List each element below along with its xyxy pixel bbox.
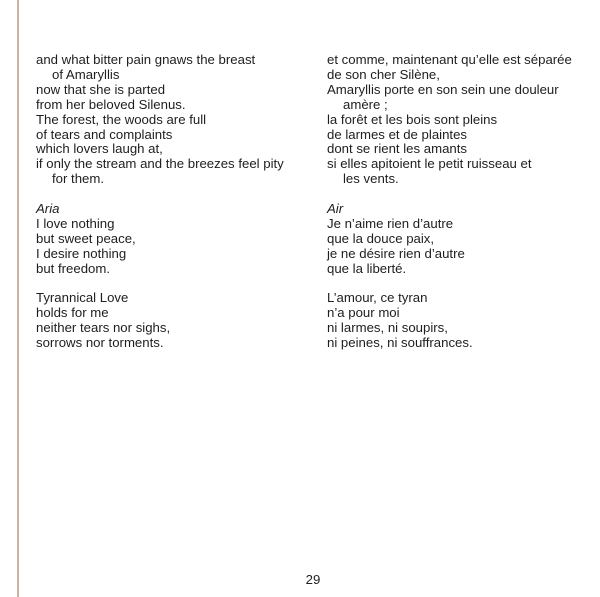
- english-aria-stanza: [36, 202, 306, 277]
- french-stanza-1: [327, 53, 589, 187]
- english-stanza-3: [36, 291, 306, 351]
- text-line: but freedom.: [36, 260, 111, 276]
- stanza-gap: [327, 277, 589, 292]
- english-text-column: [36, 53, 306, 351]
- text-line: I love nothing: [36, 215, 115, 231]
- page-number: 29: [305, 572, 321, 587]
- text-line: of tears and complaints: [36, 126, 173, 142]
- text-line: amère ;: [343, 96, 388, 112]
- text-line: de larmes et de plaintes: [327, 126, 468, 142]
- french-air-stanza: [327, 202, 589, 277]
- text-line: que la douce paix,: [327, 230, 435, 246]
- text-line: of Amaryllis: [52, 66, 120, 82]
- aria-heading: Aria: [36, 201, 60, 217]
- text-line: The forest, the woods are full: [36, 111, 207, 127]
- text-line: sorrows nor torments.: [36, 335, 164, 351]
- text-line: for them.: [52, 171, 105, 187]
- text-line: holds for me: [36, 305, 109, 321]
- text-line: les vents.: [343, 171, 399, 187]
- text-line: neither tears nor sighs,: [36, 320, 171, 336]
- text-line: la forêt et les bois sont pleins: [327, 111, 498, 127]
- text-line: je ne désire rien d’autre: [327, 245, 465, 261]
- stanza-gap: [327, 187, 589, 202]
- text-line: Tyrannical Love: [36, 290, 129, 306]
- text-line: if only the stream and the breezes feel pity: [36, 156, 284, 172]
- stanza-gap: [36, 187, 306, 202]
- text-line: I desire nothing: [36, 245, 127, 261]
- page-fold-edge: [17, 0, 19, 597]
- text-line: L’amour, ce tyran: [327, 290, 428, 306]
- text-line: from her beloved Silenus.: [36, 96, 186, 112]
- text-line: que la liberté.: [327, 260, 407, 276]
- air-heading: Air: [327, 201, 344, 217]
- text-line: de son cher Silène,: [327, 66, 440, 82]
- text-line: et comme, maintenant qu’elle est séparée: [327, 52, 572, 67]
- text-line: si elles apitoient le petit ruisseau et: [327, 156, 532, 172]
- text-line: dont se rient les amants: [327, 141, 468, 157]
- text-line: Amaryllis porte en son sein une douleur: [327, 81, 559, 97]
- text-line: which lovers laugh at,: [36, 141, 163, 157]
- english-stanza-1: [36, 53, 306, 187]
- text-line: ni larmes, ni soupirs,: [327, 320, 448, 336]
- text-line: now that she is parted: [36, 81, 166, 97]
- stanza-gap: [36, 277, 306, 292]
- french-stanza-3: [327, 291, 589, 351]
- text-line: but sweet peace,: [36, 230, 136, 246]
- text-line: n’a pour moi: [327, 305, 400, 321]
- french-text-column: [327, 53, 589, 351]
- text-line: ni peines, ni souffrances.: [327, 335, 473, 351]
- text-line: Je n’aime rien d’autre: [327, 215, 454, 231]
- text-line: and what bitter pain gnaws the breast: [36, 52, 256, 67]
